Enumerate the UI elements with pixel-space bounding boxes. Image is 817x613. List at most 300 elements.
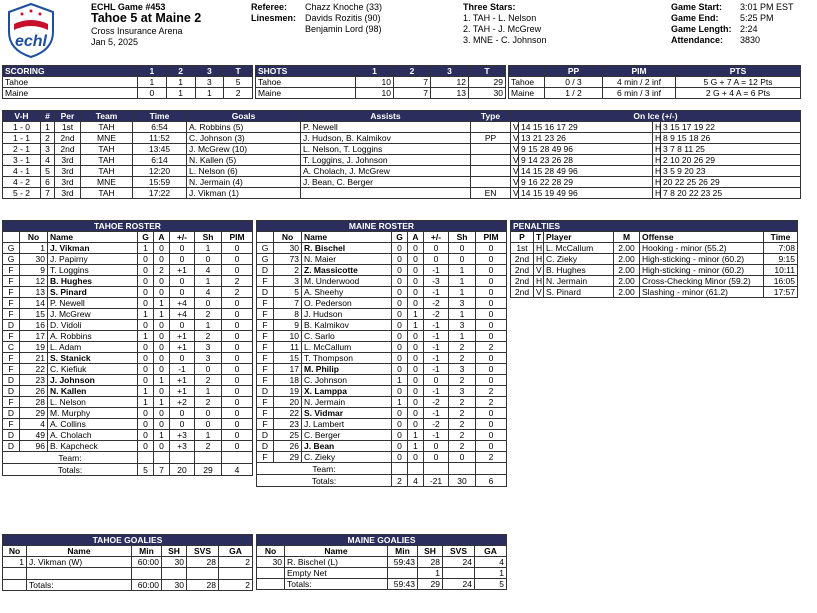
player-name: J. Hudson [302,309,392,320]
cell: F [257,342,274,353]
cell: 15 [20,309,48,320]
cell: N. Kallen (5) [187,155,301,166]
col-num: # [41,111,55,122]
cell: TAH [81,155,133,166]
cell: 1 [475,568,507,579]
table-row [3,188,801,199]
cell: 3 [41,144,55,155]
cell: -1 [424,430,449,441]
cell: 1 [449,276,476,287]
cell: 5 [274,287,302,298]
cell: 30 [469,88,506,99]
table-row [3,265,253,276]
cell [388,568,418,579]
cell: D [257,441,274,452]
player-name: B. Hughes [48,276,138,287]
goalie-name: R. Bischel (L) [285,557,388,568]
cell: 6 min / 3 inf [603,88,676,99]
cell: 2.00 [614,265,640,276]
cell: A. Cholach, J. McGrew [301,166,471,177]
cell: 21 [20,353,48,364]
cell: 1 [20,243,48,254]
length-label: Game Length: [671,24,732,34]
table-row [257,320,507,331]
cell: 2 [449,408,476,419]
cell: 0 [222,331,253,342]
cell: 3 [449,386,476,397]
cell: 1 [154,397,170,408]
cell: 0 [392,320,408,331]
cell: 7 [274,298,302,309]
col-pos [3,232,20,243]
cell: -1 [170,364,195,375]
cell: L. Nelson (6) [187,166,301,177]
cell: 0 [408,298,424,309]
cell: 0 [476,353,507,364]
cell: 0 [154,353,170,364]
cell: 3 [195,342,222,353]
cell: Cross-Checking Minor (59.2) [640,276,764,287]
cell: 0 [170,276,195,287]
cell: 2nd [55,144,81,155]
cell: 10 [356,77,394,88]
start-label: Game Start: [671,2,723,12]
cell: 2 [219,580,253,591]
table-row [3,155,801,166]
cell: 1 [166,88,195,99]
cell: 0 [392,386,408,397]
cell: 0 [138,276,154,287]
cell: 29 [20,408,48,419]
cell: F [257,364,274,375]
cell: 2 [41,133,55,144]
cell: F [3,287,20,298]
cell: 11 [274,342,302,353]
cell [408,463,424,475]
cell: -3 [424,276,449,287]
col-pos [257,232,274,243]
col-no: No [3,546,27,557]
cell: 0 [476,309,507,320]
cell: C [3,342,20,353]
table-row [257,386,507,397]
cell [301,188,471,199]
cell: 1 [418,568,443,579]
maine-goalies-title: MAINE GOALIES [257,535,507,546]
col-team: Team [81,111,133,122]
cell: 0 [154,342,170,353]
cell: 1 [408,430,424,441]
cell: 1 [138,386,154,397]
linesman-2: Benjamin Lord (98) [305,24,382,34]
cell: V [511,155,519,166]
cell: 4 [408,475,424,487]
table-row [3,77,253,88]
cell: 0 [222,386,253,397]
cell: 0 [222,441,253,452]
cell: 0 [138,353,154,364]
player-name: J. Papirny [48,254,138,265]
cell: 4 - 1 [3,166,41,177]
cell: 0 [222,309,253,320]
cell: 1 [138,77,167,88]
col-p1: 1 [138,66,167,77]
cell: 0 [222,353,253,364]
cell: 0 [170,419,195,430]
cell: 28 [187,557,219,568]
cell: 4 [475,557,507,568]
cell: 2 [195,397,222,408]
cell [3,568,27,580]
cell: 0 [449,452,476,463]
cell: 2 - 1 [3,144,41,155]
col-assists: Assists [301,111,471,122]
cell: 2.00 [614,243,640,254]
player-name: T. Thompson [302,353,392,364]
cell [222,452,253,464]
cell: -2 [424,298,449,309]
cell [27,568,132,580]
cell: 0 [138,342,154,353]
player-name: O. Pederson [302,298,392,309]
player-name: N. Maier [302,254,392,265]
table-row [3,408,253,419]
cell: T. Loggins, J. Johnson [301,155,471,166]
cell: 1 [3,557,27,568]
cell: PP [471,133,511,144]
cell: H [653,144,661,155]
cell: 19 [274,386,302,397]
cell: 0 [392,254,408,265]
cell: TAH [81,188,133,199]
cell: 4 [222,464,253,476]
cell: Slashing - minor (61.2) [640,287,764,298]
cell: 2 [476,452,507,463]
cell: 1 [138,331,154,342]
cell: +1 [170,265,195,276]
col-ga: GA [219,546,253,557]
blank-row [3,568,253,580]
cell: Hooking - minor (55.2) [640,243,764,254]
player-name: C. Kiefiuk [48,364,138,375]
cell: 0 [170,254,195,265]
cell: 1st [55,122,81,133]
cell: V [511,188,519,199]
table-row [256,88,506,99]
cell: 5 [138,464,154,476]
cell: S. Pinard [544,287,614,298]
cell: 0 [222,375,253,386]
star-1: 1. TAH - L. Nelson [463,13,537,23]
cell: 0 [408,419,424,430]
table-row [256,77,506,88]
cell: 14 [20,298,48,309]
cell: 0 [392,331,408,342]
cell [3,580,27,591]
cell: +1 [170,331,195,342]
cell: 0 [138,430,154,441]
cell: J. McGrew (10) [187,144,301,155]
tahoe-goalies-title: TAHOE GOALIES [3,535,253,546]
cell: 0 [222,430,253,441]
player-name: L. Adam [48,342,138,353]
table-row [257,452,507,463]
player-name: C. Sarlo [302,331,392,342]
cell [138,452,154,464]
table-row [3,254,253,265]
cell: 29 [469,77,506,88]
player-name: B. Kalmikov [302,320,392,331]
col-pm: +/- [170,232,195,243]
scoring-table [2,65,253,99]
table-row [257,375,507,386]
player-name: S. Stanick [48,353,138,364]
cell: P. Newell [301,122,471,133]
cell: 15 [274,353,302,364]
player-name: J. Johnson [48,375,138,386]
cell: 0 [408,386,424,397]
cell: 0 / 3 [545,77,603,88]
cell: V [511,122,519,133]
col-pm: +/- [424,232,449,243]
table-row [509,88,801,99]
cell: 1 [195,386,222,397]
cell: +1 [170,342,195,353]
cell: 0 [408,276,424,287]
team-label: Team: [3,452,138,464]
cell: H [653,177,661,188]
cell: H [653,188,661,199]
cell: 0 [154,441,170,452]
cell: D [257,287,274,298]
cell: 2 [476,386,507,397]
cell: 1 [408,320,424,331]
cell: 0 [170,287,195,298]
col-g: G [392,232,408,243]
cell: 0 [222,408,253,419]
cell: 24 [443,557,475,568]
cell: 1 [41,122,55,133]
totals-label: Totals: [285,579,388,590]
table-row [257,430,507,441]
table-row [3,386,253,397]
game-date: Jan 5, 2025 [91,37,139,47]
team: Tahoe [256,77,356,88]
cell: 29 [274,452,302,463]
col-sh: Sh [449,232,476,243]
cell: 7:08 [764,243,798,254]
cell: 15:59 [133,177,187,188]
three-stars-label: Three Stars: [463,2,516,12]
cell: F [3,276,20,287]
cell: 0 [476,419,507,430]
cell [257,579,285,590]
cell: 0 [476,364,507,375]
cell: 12:20 [133,166,187,177]
cell: 4 [195,287,222,298]
cell [162,568,187,580]
cell: 30 [449,475,476,487]
cell: +4 [170,309,195,320]
cell: MNE [81,133,133,144]
table-row [257,287,507,298]
table-row [3,144,801,155]
player-name: S. Pinard [48,287,138,298]
cell: 1 [138,309,154,320]
cell: 13 21 23 26 [519,133,653,144]
cell [392,463,408,475]
col-goals: Goals [187,111,301,122]
cell: 0 [476,441,507,452]
tahoe-roster-title: TAHOE ROSTER [3,221,253,232]
cell: 0 [408,408,424,419]
cell: 17:57 [764,287,798,298]
cell: 0 [222,419,253,430]
team: Maine [509,88,545,99]
cell: 8 9 15 18 26 [661,133,801,144]
cell: 0 [476,375,507,386]
col-ga: GA [475,546,507,557]
table-row [3,342,253,353]
cell: N. Jermain [544,276,614,287]
cell: 0 [222,342,253,353]
cell: 1 [449,309,476,320]
cell: J. Bean, C. Berger [301,177,471,188]
cell [449,463,476,475]
cell: 0 [138,375,154,386]
cell: V [511,166,519,177]
cell: 0 [392,419,408,430]
cell: High-sticking - minor (60.2) [640,254,764,265]
cell: 1 [195,243,222,254]
cell: V [534,287,544,298]
cell: 0 [449,243,476,254]
player-name: J. Vikman [48,243,138,254]
cell: H [534,243,544,254]
cell: 0 [408,397,424,408]
cell: 0 [195,298,222,309]
table-row [3,320,253,331]
col-p2: 2 [394,66,431,77]
cell: 1 [138,243,154,254]
cell: 0 [392,298,408,309]
cell: L. Nelson, T. Loggins [301,144,471,155]
cell: 2nd [55,133,81,144]
cell: 18 [274,375,302,386]
cell: -1 [424,342,449,353]
cell [257,568,285,579]
table-row [257,276,507,287]
col-type: Type [471,111,511,122]
cell: 2.00 [614,254,640,265]
totals-row [257,579,507,590]
cell: 1 [408,309,424,320]
totals-label: Totals: [3,464,138,476]
player-name: R. Bischel [302,243,392,254]
player-name: S. Vidmar [302,408,392,419]
team-row [257,463,507,475]
cell: H [534,254,544,265]
cell: 13:45 [133,144,187,155]
cell: D [257,430,274,441]
cell: 1 [195,88,224,99]
cell: 9:15 [764,254,798,265]
cell: 1 [154,309,170,320]
table-row [257,298,507,309]
goals-table [2,110,801,199]
cell: 3 [274,276,302,287]
team-row [3,452,253,464]
table-row [257,254,507,265]
cell: 2 [449,342,476,353]
cell: V [511,177,519,188]
svg-text:echl: echl [14,33,48,50]
shots-table [255,65,506,99]
cell: 7 8 20 22 23 25 [661,188,801,199]
cell: -1 [424,320,449,331]
table-row [257,557,507,568]
col-g: G [138,232,154,243]
cell: 9 15 28 49 96 [519,144,653,155]
cell: 0 [222,254,253,265]
table-row [3,133,801,144]
cell: 23 [274,419,302,430]
table-row [3,397,253,408]
cell: 5 [41,166,55,177]
cell: H [653,155,661,166]
player-name: J. Lambert [302,419,392,430]
cell: 2 [449,419,476,430]
cell: 0 [154,364,170,375]
cell: 3 5 9 20 23 [661,166,801,177]
cell: 0 [154,386,170,397]
cell: 0 [476,276,507,287]
cell: 4 - 2 [3,177,41,188]
cell: 28 [418,557,443,568]
table-row [3,88,253,99]
cell: 0 [476,287,507,298]
cell: F [3,397,20,408]
cell: TAH [81,122,133,133]
cell: V [511,133,519,144]
cell: 0 [392,430,408,441]
cell: 3 [449,298,476,309]
linesmen-label: Linesmen: [251,13,297,23]
cell: 0 [195,419,222,430]
cell: 2 [449,375,476,386]
cell: 10 [274,331,302,342]
cell: 0 [222,364,253,375]
cell: -2 [424,309,449,320]
col-total: T [469,66,506,77]
cell: A. Robbins (5) [187,122,301,133]
table-row [511,276,798,287]
cell: L. McCallum [544,243,614,254]
cell: TAH [81,166,133,177]
goalie-name: J. Vikman (W) [27,557,132,568]
col-vh: V-H [3,111,41,122]
cell: 6:14 [133,155,187,166]
table-row [3,441,253,452]
cell: -1 [424,331,449,342]
cell: 0 [476,331,507,342]
cell: 0 [222,298,253,309]
team: Maine [3,88,138,99]
col-p1: 1 [356,66,394,77]
col-min: Min [388,546,418,557]
cell: 0 [138,419,154,430]
cell: -1 [424,353,449,364]
